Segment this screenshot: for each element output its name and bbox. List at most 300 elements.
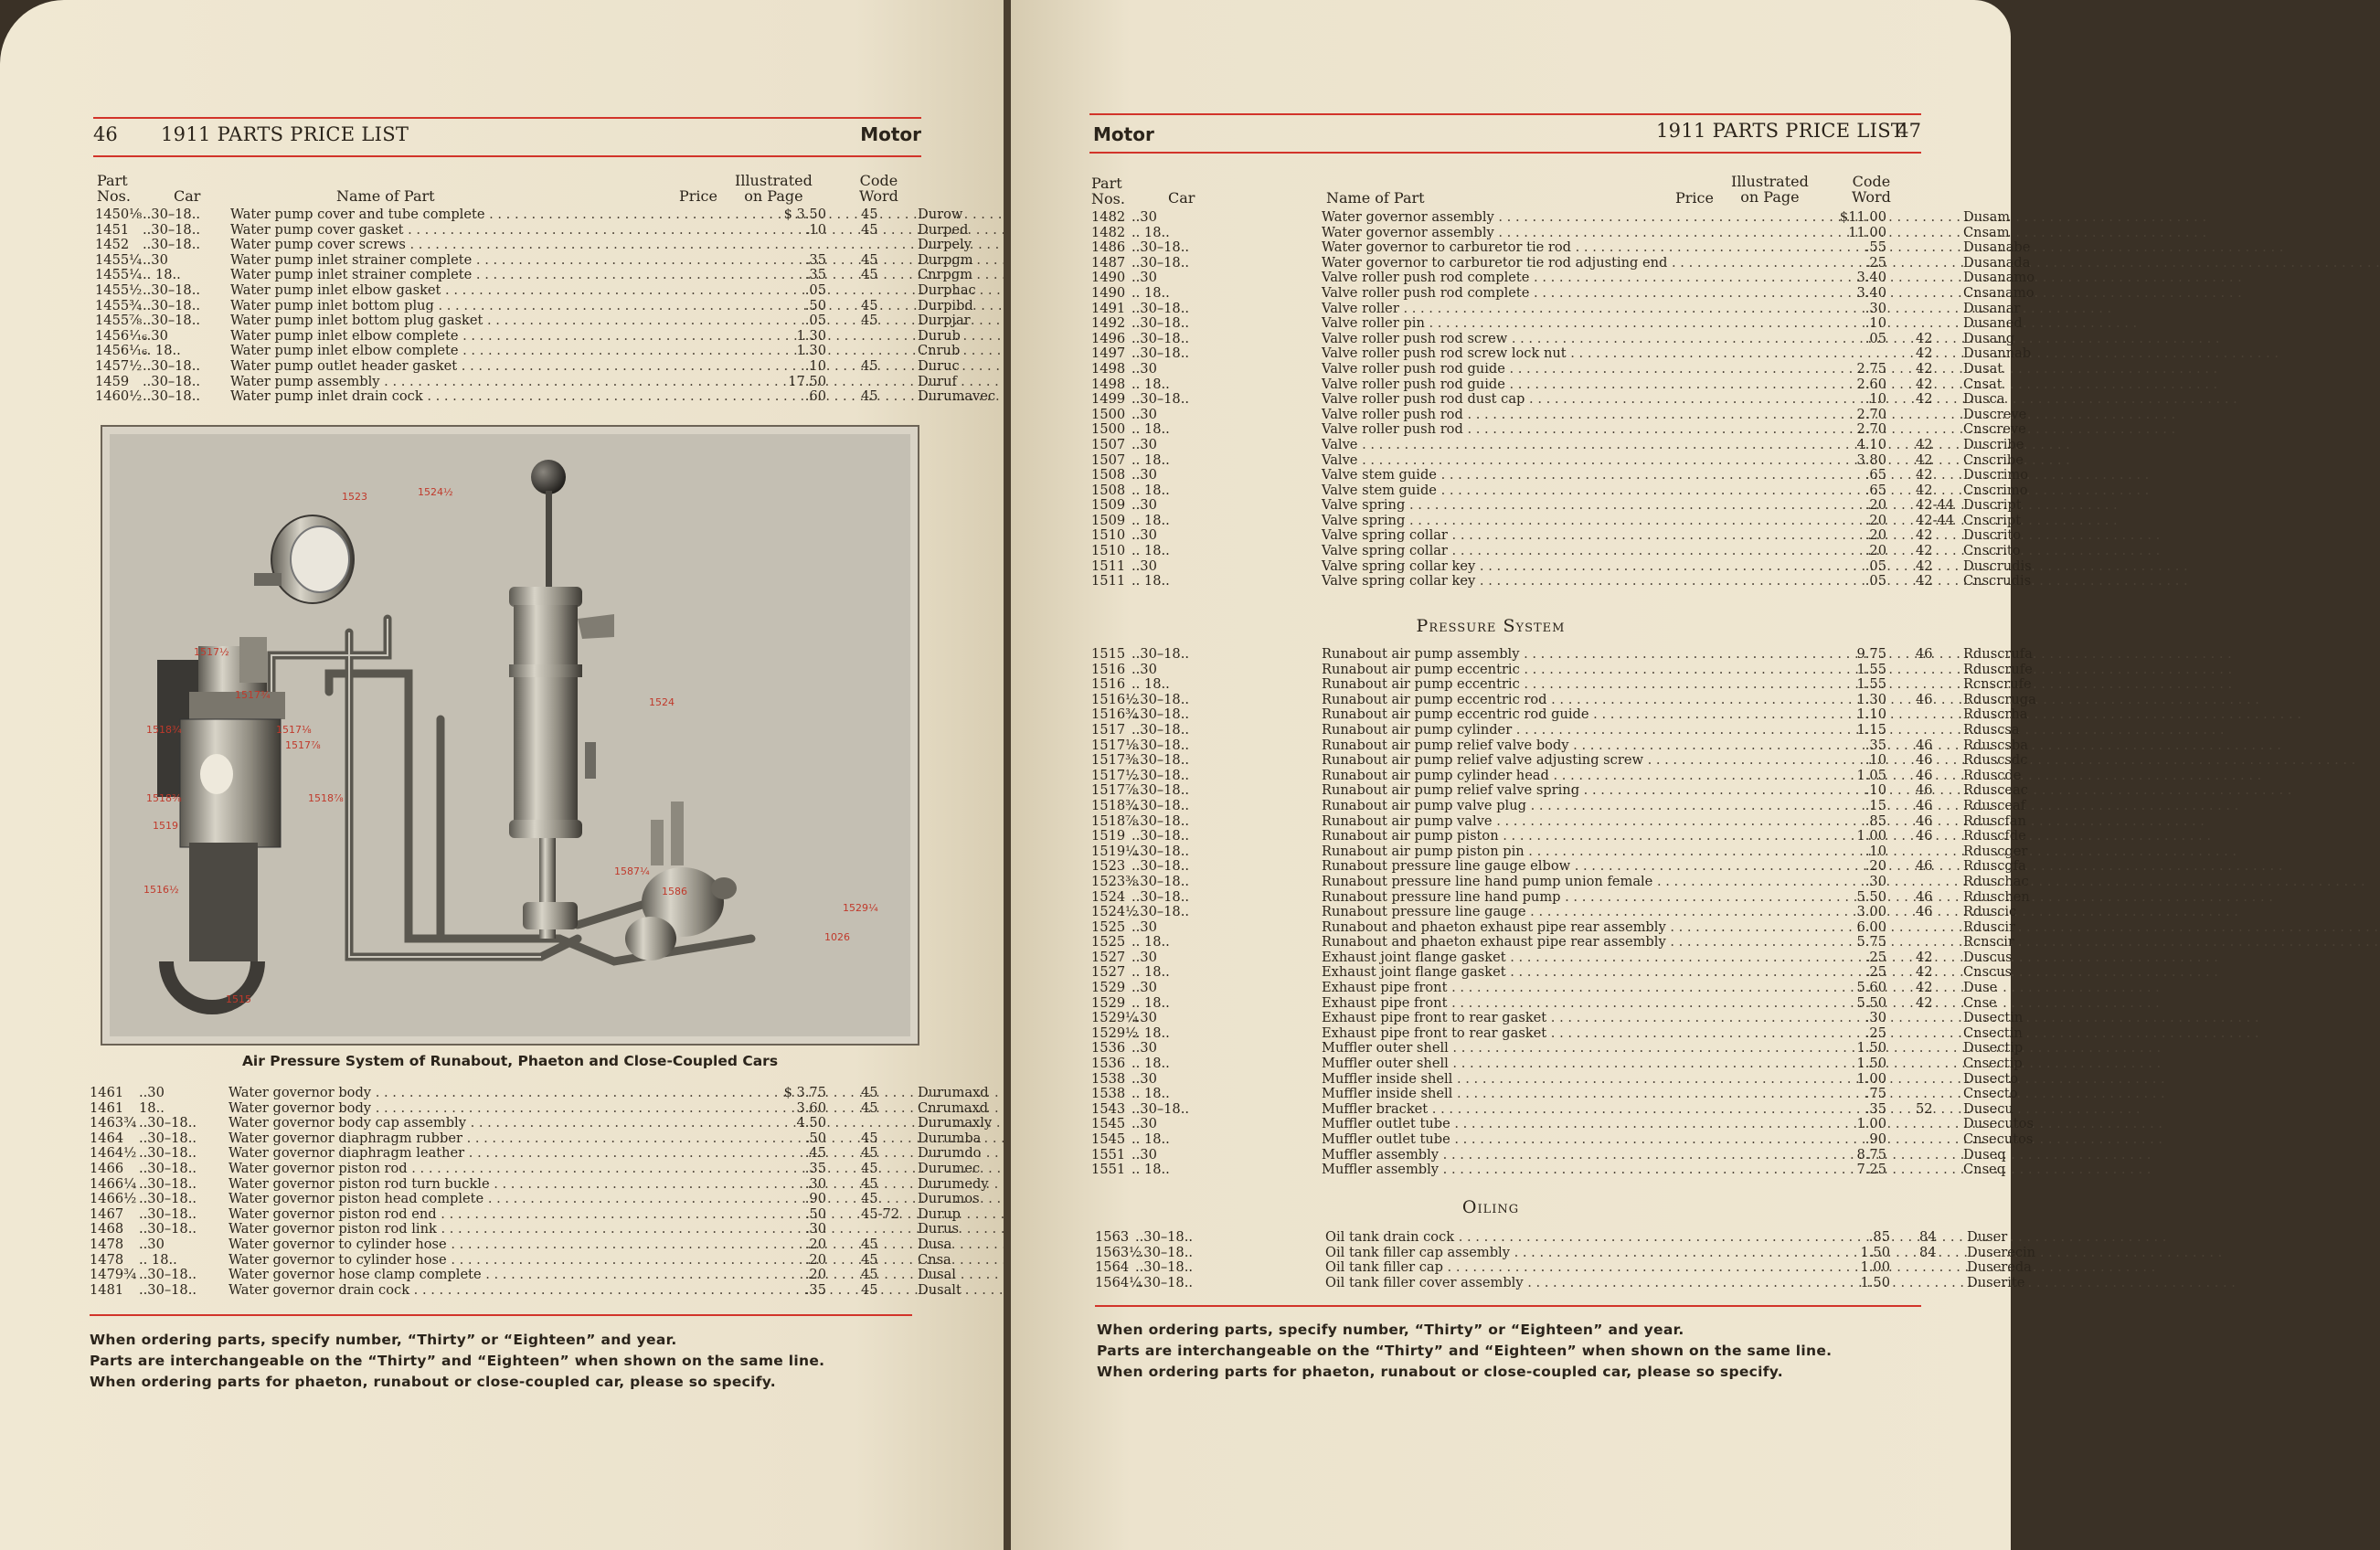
part-name: Water governor to carburetor tie rod adjusting end . . . (1322, 256, 1833, 271)
code-word: Cnscrudis (1963, 573, 2032, 589)
table-row (1091, 1131, 2034, 1148)
part-number: 1455⅞ (95, 313, 143, 329)
part-name: Water governor body . . . (228, 1086, 768, 1101)
part-price: 8.75 (1856, 1146, 1886, 1162)
callout-1524-half: 1524½ (418, 486, 453, 498)
part-number: 1509 (1091, 497, 1126, 514)
part-name: Valve spring collar . . . (1322, 544, 1833, 559)
part-number: 1460½ (95, 388, 143, 405)
part-number: 1525 (1091, 934, 1126, 950)
part-name: Valve roller push rod complete . . . (1322, 286, 1833, 302)
car-model: ..30–18.. (1132, 691, 1189, 707)
part-name: Muffler inside shell . . . (1322, 1087, 1833, 1102)
part-price: .50 (804, 1130, 826, 1146)
illustrated-page: 45 (861, 207, 878, 222)
part-name: Water governor piston rod link . . . (228, 1222, 768, 1237)
part-name: Valve roller pin . . . (1322, 316, 1833, 332)
part-price: .35 (1865, 737, 1886, 753)
car-model: .. 18.. (1132, 1056, 1170, 1072)
part-price: .10 (804, 221, 826, 238)
code-word: Durphac (918, 281, 976, 298)
left-footer-notes (90, 1330, 824, 1393)
part-number: 1481 (90, 1281, 124, 1298)
illustrated-page: 46 (1916, 797, 1933, 813)
code-word: Cnsectip (1963, 1056, 2023, 1072)
part-number: 1455¼ (95, 251, 143, 268)
car-model: ..30–18.. (1135, 1244, 1193, 1260)
callout-1518-3-8: 1518⅜ (146, 792, 182, 804)
part-price: 11.00 (1848, 224, 1886, 240)
code-word: Duser (1967, 1229, 2008, 1245)
table-row (1091, 330, 2015, 347)
part-name: Runabout pressure line hand pump . . . (1322, 890, 1833, 906)
part-name: Oil tank drain cock . . . (1325, 1230, 1837, 1246)
car-model: .. 18.. (1132, 543, 1170, 559)
part-name: Valve roller . . . (1322, 302, 1833, 317)
car-model: ..30 (143, 251, 168, 268)
table-row (90, 1236, 952, 1253)
code-word: Duscript (1963, 497, 2022, 514)
part-number: 1455½ (95, 281, 143, 298)
header-rule-top (1089, 113, 1921, 115)
table-row (1095, 1229, 2008, 1246)
part-price: 1.05 (1856, 767, 1886, 783)
part-number: 1515 (1091, 646, 1126, 662)
part-price: .30 (1865, 300, 1886, 316)
part-name: Water pump inlet strainer complete . . . (230, 253, 770, 269)
section-label: Motor (1093, 123, 1154, 145)
part-name: Valve . . . (1322, 453, 1833, 469)
car-model: ..30–18.. (1132, 737, 1189, 753)
code-word: Rdusceac (1963, 782, 2028, 799)
table-row (1091, 949, 2013, 966)
left-page-header (93, 123, 921, 151)
car-model: ..30–18.. (143, 297, 200, 313)
code-word: Rduschen (1963, 888, 2030, 905)
part-name: Muffler assembly . . . (1322, 1148, 1833, 1163)
car-model: ..30–18.. (1135, 1274, 1193, 1290)
part-name: Water governor drain cock . . . (228, 1283, 768, 1299)
code-word: Cnseq (1963, 1162, 2006, 1178)
car-model: ..30–18.. (1132, 888, 1189, 905)
illustrated-page: 45 (861, 1145, 878, 1162)
pressure-gauge (254, 515, 354, 603)
code-word: Cnscribe (1963, 451, 2024, 468)
part-number: 1524½ (1091, 904, 1139, 920)
parts-list-pressure (1091, 646, 2036, 1178)
code-word: Rduscsba (1963, 737, 2028, 753)
part-name: Muffler outer shell . . . (1322, 1041, 1833, 1056)
illustrated-page: 45 (861, 1099, 878, 1116)
footer-note-2: Parts are interchangeable on the “Thirty” and “Eighteen” when shown on the same line. (1097, 1343, 1833, 1359)
table-row (1095, 1244, 2036, 1261)
part-number: 1508 (1091, 482, 1126, 498)
car-model: ..30 (1132, 497, 1157, 514)
part-name: Valve roller push rod dust cap . . . (1322, 392, 1833, 408)
table-row (1091, 451, 2024, 469)
part-number: 1490 (1091, 270, 1126, 286)
section-pressure-system: Pressure System (1416, 616, 1566, 636)
part-number: 1527 (1091, 949, 1126, 965)
code-word: Rduscsdc (1963, 752, 2028, 769)
part-price: 1.30 (1856, 691, 1886, 707)
header-rule-bottom (1089, 152, 1921, 154)
part-price: .10 (1865, 782, 1886, 799)
illustrated-page: 45 (861, 1281, 878, 1298)
part-price: .90 (804, 1191, 826, 1207)
part-name: Runabout pressure line gauge elbow . . . (1322, 859, 1833, 875)
part-price: .85 (1868, 1229, 1890, 1245)
table-row (1091, 904, 2017, 920)
part-name: Water pump inlet elbow complete . . . (230, 344, 770, 359)
car-model: ..30–18.. (143, 221, 200, 238)
callout-1524: 1524 (649, 696, 675, 708)
code-word: Durub (918, 327, 961, 344)
part-price: $11.00 (1839, 209, 1886, 225)
part-number: 1538 (1091, 1070, 1126, 1087)
illustrated-page: 45-72 (861, 1205, 900, 1222)
part-name: Exhaust pipe front to rear gasket . . . (1322, 1026, 1833, 1042)
code-word: Dusereda (1967, 1259, 2032, 1276)
illustrated-page: 45 (861, 357, 878, 374)
illustrated-page: 45 (861, 1236, 878, 1252)
col-part-nos: Part Nos. (97, 172, 131, 205)
car-model: .. 18.. (1132, 224, 1170, 240)
part-name: Water pump cover screws . . . (230, 238, 770, 253)
part-price: 7.25 (1856, 1162, 1886, 1178)
part-name: Exhaust joint flange gasket . . . (1322, 950, 1833, 966)
car-model: ..30–18.. (143, 237, 200, 253)
illustrated-page: 42 (1916, 436, 1933, 452)
table-row (1091, 1146, 2006, 1163)
part-price: 6.00 (1856, 918, 1886, 935)
part-number: 1500 (1091, 421, 1126, 438)
section-label: Motor (860, 123, 921, 145)
part-name: Valve spring . . . (1322, 514, 1833, 529)
car-model: ..30–18.. (1132, 782, 1189, 799)
part-name: Valve roller push rod guide . . . (1322, 362, 1833, 377)
part-name: Water governor assembly . . . (1322, 226, 1833, 241)
part-price: .20 (1865, 512, 1886, 528)
part-price: .90 (1865, 1131, 1886, 1147)
part-price: .10 (1865, 752, 1886, 769)
part-number: 1519¼ (1091, 843, 1139, 859)
col-price: Price (1675, 189, 1714, 207)
car-model: ..30–18.. (139, 1175, 197, 1192)
part-number: 1482 (1091, 209, 1126, 225)
part-price: 5.60 (1856, 980, 1886, 996)
table-row (1091, 782, 2028, 799)
table-row (1091, 737, 2028, 754)
part-name: Water governor piston rod turn buckle . . . (228, 1177, 768, 1193)
code-word: Dusecutos (1963, 1116, 2034, 1132)
code-word: Rduscic (1963, 904, 2017, 920)
code-word: Rdusceaf (1963, 797, 2026, 813)
table-row (1091, 1070, 2019, 1088)
code-word: Rduscger (1963, 843, 2028, 859)
part-number: 1551 (1091, 1162, 1126, 1178)
table-row (1091, 1100, 2013, 1118)
illustrated-page: 45 (861, 1175, 878, 1192)
part-price: 2.60 (1856, 376, 1886, 392)
part-name: Valve stem guide . . . (1322, 483, 1833, 499)
illustrated-page: 46 (1916, 858, 1933, 875)
part-number: 1518⅞ (1091, 812, 1139, 829)
car-model: .. 18.. (1132, 1086, 1170, 1102)
part-number: 1517 (1091, 721, 1126, 738)
part-number: 1529½ (1091, 1024, 1139, 1041)
part-number: 1529 (1091, 994, 1126, 1011)
illustrated-page: 46 (1916, 646, 1933, 662)
table-row (1091, 467, 2029, 483)
code-word: Duscus (1963, 949, 2013, 965)
car-model: ..30–18.. (143, 373, 200, 389)
code-word: Rduscfde (1963, 828, 2026, 844)
code-word: Cnse (1963, 994, 1997, 1011)
illustrated-page: 45 (861, 1130, 878, 1146)
table-row (1091, 964, 2013, 981)
car-model: ..30–18.. (143, 313, 200, 329)
callout-1515: 1515 (226, 993, 251, 1005)
illustrated-page: 42 (1916, 980, 1933, 996)
table-row (1091, 1010, 2024, 1026)
illustrated-page: 42 (1916, 451, 1933, 468)
part-price: .30 (804, 1175, 826, 1192)
part-name: Water governor piston rod end . . . (228, 1207, 768, 1223)
illustrated-page: 42 (1916, 964, 1933, 981)
callout-1519: 1519 (153, 820, 178, 832)
code-word: Dusam (1963, 209, 2011, 225)
table-row (1091, 557, 2032, 575)
part-name: Valve roller push rod guide . . . (1322, 377, 1833, 393)
car-model: ..30–18.. (1132, 812, 1189, 829)
code-word: Dusanada (1963, 254, 2031, 271)
illustrated-page: 42 (1916, 360, 1933, 377)
part-number: 1478 (90, 1236, 124, 1252)
part-number: 1523⅜ (1091, 873, 1139, 889)
part-name: Muffler inside shell . . . (1322, 1072, 1833, 1088)
footer-note-1: When ordering parts, specify number, “Thirty” or “Eighteen” and year. (1097, 1322, 1684, 1338)
table-row (1091, 706, 2028, 723)
illustrated-page: 46 (1916, 737, 1933, 753)
table-row (95, 221, 969, 239)
table-row (1091, 421, 2026, 438)
car-model: ..30 (1132, 1040, 1157, 1056)
part-price: 9.75 (1856, 646, 1886, 662)
part-price: 1.50 (1856, 1056, 1886, 1072)
table-row (1091, 209, 2011, 226)
section-oiling: Oiling (1461, 1197, 1520, 1217)
car-model: .. 18.. (143, 267, 181, 283)
part-number: 1516¾ (1091, 706, 1139, 723)
car-model: ..30–18.. (1132, 345, 1189, 362)
part-price: .25 (1865, 254, 1886, 271)
part-number: 1510 (1091, 543, 1126, 559)
part-number: 1524 (1091, 888, 1126, 905)
table-row (95, 357, 960, 375)
part-number: 1564 (1095, 1259, 1130, 1276)
code-word: Rcnscir (1963, 934, 2014, 950)
code-word: Rduschac (1963, 873, 2029, 889)
page-title: 1911 PARTS PRICE LIST (161, 123, 409, 145)
part-number: 1457½ (95, 357, 143, 374)
illustrated-page: 42 (1916, 330, 1933, 346)
car-model: ..30–18.. (1132, 858, 1189, 875)
table-row (1091, 224, 2010, 241)
part-number: 1491 (1091, 300, 1126, 316)
part-number: 1455¼ (95, 267, 143, 283)
part-price: .50 (804, 297, 826, 313)
part-name: Runabout and phaeton exhaust pipe rear assembly . . . (1322, 920, 1833, 936)
part-number: 1486 (1091, 239, 1126, 256)
col-name: Name of Part (336, 187, 435, 205)
table-row (1091, 300, 2021, 317)
code-word: Dusang (1963, 330, 2015, 346)
illustrated-page: 42-44 (1916, 497, 1955, 514)
part-price: .25 (1865, 949, 1886, 965)
table-row (95, 327, 961, 345)
part-name: Water governor hose clamp complete . . . (228, 1268, 768, 1283)
part-price: .20 (804, 1251, 826, 1268)
part-name: Valve stem guide . . . (1322, 468, 1833, 483)
car-model: ..30 (1132, 467, 1157, 483)
car-model: ..30 (1132, 436, 1157, 452)
col-code: Code Word (1852, 173, 1891, 206)
illustrated-page: 46 (1916, 888, 1933, 905)
illustrated-page: 45 (861, 1251, 878, 1268)
part-price: 5.75 (1856, 934, 1886, 950)
part-name: Water pump assembly . . . (230, 375, 770, 390)
car-model: ..30 (1132, 918, 1157, 935)
right-footer-notes (1097, 1320, 1832, 1383)
part-name: Oil tank filler cover assembly . . . (1325, 1276, 1837, 1291)
car-model: ..30 (1132, 1010, 1157, 1026)
table-row (1091, 752, 2028, 769)
col-car: Car (1168, 189, 1195, 207)
car-model: ..30–18.. (1132, 239, 1189, 256)
part-price: 17.50 (788, 373, 826, 389)
code-word: Cnsanamo (1963, 284, 2035, 301)
illustrated-page: 42 (1916, 543, 1933, 559)
callout-1518-7-8: 1518⅞ (308, 792, 344, 804)
car-model: ..30–18.. (1132, 721, 1189, 738)
table-row (95, 281, 976, 299)
part-name: Exhaust pipe front . . . (1322, 996, 1833, 1012)
part-price: 1.30 (796, 327, 826, 344)
table-row (90, 1145, 982, 1162)
part-number: 1545 (1091, 1116, 1126, 1132)
illustrated-page: 42 (1916, 482, 1933, 498)
part-number: 1507 (1091, 451, 1126, 468)
footer-note-1: When ordering parts, specify number, “Thirty” or “Eighteen” and year. (90, 1332, 677, 1348)
table-row (1095, 1259, 2032, 1276)
code-word: Duserite (1967, 1274, 2025, 1290)
car-model: ..30 (1132, 557, 1157, 574)
car-model: .. 18.. (1132, 1131, 1170, 1147)
illustrated-page: 42 (1916, 949, 1933, 965)
code-word: Rduscrufe (1963, 661, 2033, 677)
table-row (1091, 543, 2021, 559)
code-word: Rduscde (1963, 767, 2022, 783)
table-row (1091, 1162, 2006, 1178)
pipe-fitting (625, 802, 737, 961)
part-name: Muffler assembly . . . (1322, 1162, 1833, 1178)
table-row (90, 1099, 989, 1117)
code-word: Cnsecto (1963, 1086, 2018, 1102)
car-model: ..30 (1132, 949, 1157, 965)
part-number: 1463¾ (90, 1115, 137, 1131)
table-row (1091, 646, 2033, 663)
part-name: Valve roller push rod screw . . . (1322, 332, 1833, 347)
part-number: 1517⅛ (1091, 737, 1139, 753)
footer-note-2: Parts are interchangeable on the “Thirty” and “Eighteen” when shown on the same line. (90, 1353, 825, 1369)
car-model: ..30–18.. (139, 1281, 197, 1298)
part-number: 1487 (1091, 254, 1126, 271)
table-row (1091, 315, 2023, 332)
part-price: .05 (804, 281, 826, 298)
part-number: 1498 (1091, 360, 1126, 377)
part-price: .30 (804, 1221, 826, 1237)
part-number: 1516 (1091, 661, 1126, 677)
part-name: Valve roller push rod complete . . . (1322, 271, 1833, 286)
illustrated-page: 45 (861, 1085, 878, 1100)
callout-1517-half: 1517½ (194, 646, 229, 658)
part-number: 1529 (1091, 980, 1126, 996)
table-row (95, 267, 973, 283)
col-name: Name of Part (1326, 189, 1425, 207)
code-word: Cnsa (918, 1251, 951, 1268)
table-row (1091, 676, 2032, 693)
part-price: 3.80 (1856, 451, 1886, 468)
part-number: 1519 (1091, 828, 1126, 844)
code-word: Cnscript (1963, 512, 2022, 528)
illustrated-page: 45 (861, 1160, 878, 1176)
part-name: Valve . . . (1322, 438, 1833, 453)
part-price: .20 (804, 1267, 826, 1283)
table-row (1091, 406, 2027, 423)
part-number: 1456⅟₁₆ (95, 327, 148, 344)
illustrated-page: 45 (861, 297, 878, 313)
part-price: .20 (1865, 527, 1886, 544)
part-number: 1479¾ (90, 1267, 137, 1283)
table-row (90, 1175, 989, 1193)
code-word: Durus (918, 1221, 959, 1237)
table-row (95, 343, 961, 359)
code-word: Dusectip (1963, 1040, 2024, 1056)
part-price: .35 (804, 1160, 826, 1176)
illustrated-page: 52 (1916, 1100, 1933, 1117)
code-word: Rduscruga (1963, 691, 2036, 707)
part-number: 1564¼ (1095, 1274, 1142, 1290)
part-number: 1468 (90, 1221, 124, 1237)
illustrated-page: 45 (861, 251, 878, 268)
part-number: 1466¼ (90, 1175, 137, 1192)
part-price: $ 3.75 (783, 1085, 826, 1100)
part-name: Runabout air pump assembly . . . (1322, 647, 1833, 663)
part-number: 1496 (1091, 330, 1126, 346)
part-number: 1450⅛ (95, 207, 143, 222)
header-rule-top (93, 117, 921, 119)
part-name: Muffler bracket . . . (1322, 1102, 1833, 1118)
part-price: 1.10 (1856, 706, 1886, 723)
part-price: .35 (804, 251, 826, 268)
part-price: .20 (804, 1236, 826, 1252)
part-price: 1.00 (1860, 1259, 1890, 1276)
table-row (95, 251, 973, 269)
car-model: ..30 (1132, 661, 1157, 677)
code-word: Durow (918, 207, 963, 222)
code-word: Cnrpgm (918, 267, 973, 283)
